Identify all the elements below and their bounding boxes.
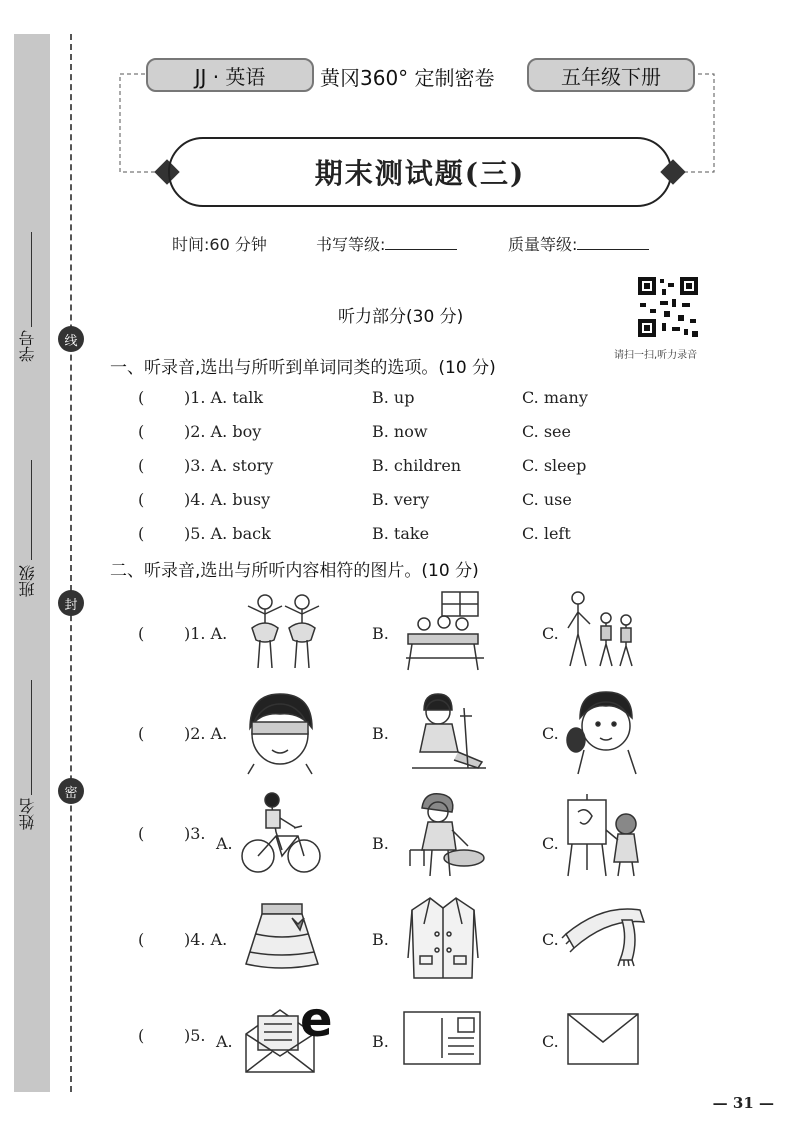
listening-heading: 听力部分(30 分) [338, 307, 464, 327]
binding-sidebar [14, 34, 50, 1092]
family-walking-icon [562, 588, 642, 674]
postcard-icon [402, 996, 482, 1066]
email-icon [242, 992, 333, 1076]
seal-line: 线 [58, 326, 84, 352]
part2-item: ( )2. A. B. C. [138, 688, 698, 778]
seal-secret: 密 [58, 778, 84, 804]
part2-item: ( )3. A. B. C. [138, 790, 698, 880]
girl-painting-icon [562, 790, 648, 878]
boy-with-ball-icon [562, 688, 642, 774]
part2-item: ( )1. A. B. C. [138, 588, 698, 678]
svg-text:e: e [300, 992, 333, 1048]
scarf-icon [562, 894, 652, 964]
subject-pill: JJ · 英语 [146, 58, 314, 92]
classroom-icon [402, 588, 488, 674]
class-line [31, 460, 32, 560]
writing-grade: 书写等级: [316, 232, 457, 255]
part1-heading: 一、听录音,选出与所听到单词同类的选项。(10 分) [110, 358, 496, 378]
cut-line [70, 34, 72, 1092]
page-number: — 31 — [712, 1094, 774, 1112]
name-label: 姓名 [18, 798, 37, 830]
seal-seal: 封 [58, 590, 84, 616]
envelope-icon [566, 996, 640, 1066]
time-info: 时间:60 分钟 [172, 235, 267, 254]
coat-icon [406, 894, 480, 984]
part2-heading: 二、听录音,选出与所听内容相符的图片。(10 分) [110, 561, 479, 581]
qr-code-icon[interactable] [636, 275, 700, 339]
student-no-label: 学号 [18, 330, 37, 362]
quality-grade: 质量等级: [508, 232, 649, 255]
grade-pill: 五年级下册 [527, 58, 695, 92]
part2-item: ( )4. A. B. C. [138, 894, 698, 984]
dancing-girls-icon [240, 588, 340, 674]
brand-text: 黄冈360° 定制密卷 [320, 66, 495, 90]
student-no-line [31, 232, 32, 327]
skirt-icon [242, 894, 322, 974]
part2-item: ( )5. A. e B. C. [138, 996, 698, 1086]
name-line [31, 680, 32, 795]
page-title: 期末测试题(三) [168, 137, 672, 207]
blindfolded-boy-icon [240, 688, 320, 774]
qr-caption: 请扫一扫,听力录音 [614, 350, 698, 361]
class-label: 班级 [18, 565, 37, 597]
injured-boy-icon [402, 688, 488, 774]
girl-cycling-icon [242, 790, 322, 878]
girl-washing-icon [402, 790, 488, 880]
